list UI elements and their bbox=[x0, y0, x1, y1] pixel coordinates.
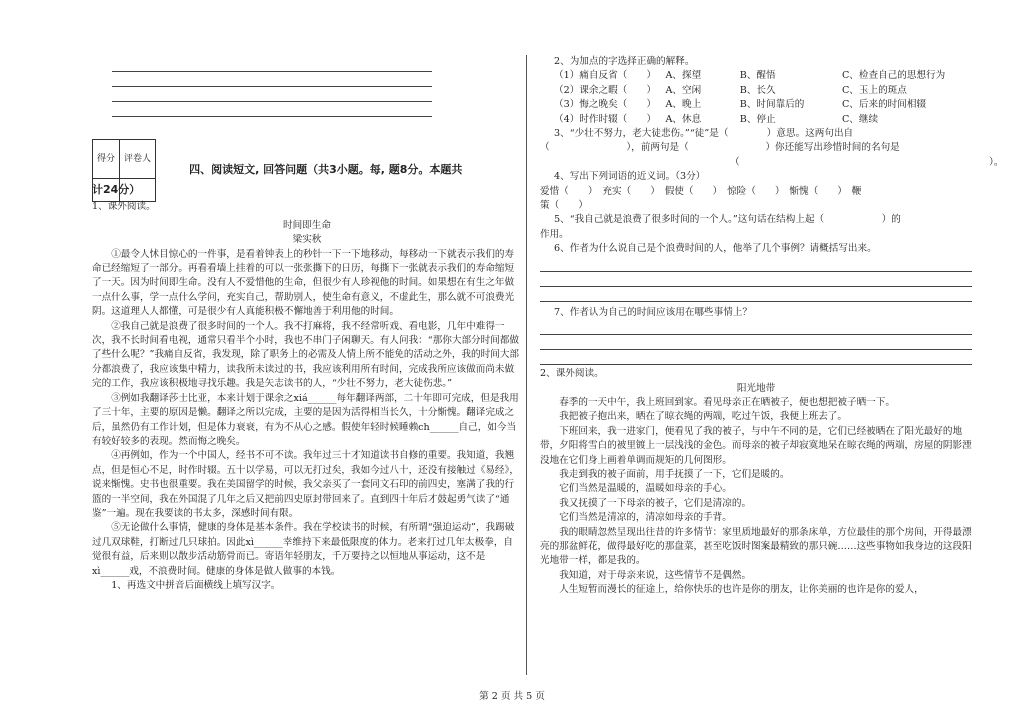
question-4b: 策（ ） bbox=[540, 200, 588, 212]
section-header bbox=[92, 139, 522, 176]
option-cell: A、探望 bbox=[665, 70, 702, 82]
paragraph-5: ⑤无论做什么事情，健康的身体是基本条件。我在学校读书的时候，有所谓“强迫运动”，我踢破过几双球鞋，打断过几只球拍。因此xì______幸维持下来最低限度的体力。老来打过几年太极拳，自觉很有益，后来则以散步活动筋骨而已。寄语年轻朋友，千万要持之以恒地从事运动，这不是xì______戏，不浪费时间。健康的身体是做人做事的本钱。 bbox=[92, 522, 515, 577]
article-title: 时间即生命 bbox=[283, 219, 331, 231]
option-cell: B、停止 bbox=[739, 113, 776, 125]
question-6: 6、作者为什么说自己是个浪费时间的人，他举了几个事例？请概括写出来。 bbox=[554, 243, 877, 255]
option-row bbox=[554, 113, 972, 127]
option-cell: C、后来的时间相辍 bbox=[841, 99, 927, 111]
article-author: 梁实秋 bbox=[292, 234, 322, 246]
section-title: 四、阅读短文, 回答问题（共3小题。每, 题8分。本题共 bbox=[189, 163, 463, 176]
answer-line[interactable] bbox=[540, 287, 972, 302]
options-table bbox=[554, 69, 972, 127]
question-4: 4、写出下列词语的近义词。（3分） bbox=[554, 171, 706, 183]
paragraph-8: 我的眼睛忽然呈现出往昔的许多情节：家里质地最好的那条床单，方位最佳的那个房间，开得最漂亮的那盆鲜花，做得最好吃的那盘菜，甚至吃饭时图案最精致的那只碗……这些事物如我身边的这段阳光地带一样，都是我的。 bbox=[540, 526, 972, 567]
paragraph-7: 它们当然是清凉的，清凉如母亲的手背。 bbox=[559, 512, 732, 524]
answer-line[interactable] bbox=[540, 335, 972, 350]
option-cell: （4）时作时辍（ ） bbox=[554, 113, 657, 125]
question-1-1: 1、再选文中拼音后面横线上填写汉字。 bbox=[111, 579, 281, 591]
option-cell: C、检查自己的思想行为 bbox=[841, 70, 946, 82]
answer-line[interactable] bbox=[540, 257, 972, 272]
option-cell: B、醒悟 bbox=[739, 70, 776, 82]
question-2: 2、为加点的字选择正确的解释。 bbox=[554, 56, 695, 67]
option-cell: C、玉上的斑点 bbox=[841, 84, 907, 96]
paragraph-2: ②我自己就是浪费了很多时间的一个人。我不打麻将，我不经常听戏、看电影，几年中难得一次，我不长时间看电视，通常只看半个小时，我也不串门子闲聊天。有人问我：“那你大部分时间都做了些什么呢？”我痛自反省，我发现，除了职务上的必需及人情上所不能免的活动之外，我的时间大部分都浪费了，我应该集中精力，读我所未读过的书，我应该利用所有时间，完成我所应该做而尚未做完的工作，我应该积极地寻找乐趣。我是矢志读书的人，“少壮不努力，老大徒伤悲。” bbox=[92, 320, 520, 390]
question-3b: （ ），前两句是（ ）你还能写出珍惜时间的名句是 bbox=[540, 142, 900, 154]
option-cell: （1）痛自反省（ ） bbox=[554, 70, 657, 82]
paragraph-10: 人生短暂而漫长的征途上，给你快乐的也许是你的朋友，让你美丽的也许是你的爱人， bbox=[559, 584, 924, 596]
column-divider bbox=[526, 55, 527, 675]
option-cell: A、晚上 bbox=[665, 99, 702, 111]
answer-line[interactable] bbox=[540, 320, 972, 335]
paragraph-5: 它们当然是温暖的，温暖如母亲的手心。 bbox=[559, 483, 732, 495]
question-7: 7、作者认为自己的时间应该用在哪些事情上？ bbox=[554, 306, 752, 318]
question-1-label: 1、课外阅读。 bbox=[92, 201, 156, 213]
option-cell: A、休息 bbox=[665, 113, 702, 125]
answer-line bbox=[112, 74, 432, 87]
question-3a: 3、“少壮不努力，老大徒悲伤。”“徒”是（ ）意思。这两句出自 bbox=[554, 128, 854, 140]
question-5a: 5、“我自己就是浪费了很多时间的一个人。”这句话在结构上起（ ）的 bbox=[554, 214, 901, 226]
question-2-reading-label: 2、课外阅读。 bbox=[540, 368, 604, 380]
option-cell: A、空闲 bbox=[665, 84, 702, 96]
option-cell: C、继续 bbox=[841, 113, 879, 125]
left-column bbox=[92, 55, 522, 593]
page-footer: 第 2 页 共 5 页 bbox=[479, 691, 545, 702]
paragraph-6: 我又抚摸了一下母亲的被子，它们是清凉的。 bbox=[559, 497, 752, 509]
paragraph-1: 春季的一天中午，我上班回到家。看见母亲正在晒被子，便也想把被子晒一下。 bbox=[559, 396, 895, 408]
paragraph-9: 我知道，对于母亲来说，这些情节不是偶然。 bbox=[559, 569, 752, 581]
option-row bbox=[554, 98, 972, 112]
option-cell: （3）悔之晚矣（ ） bbox=[554, 99, 657, 111]
question-4a: 爱惜（ ） 充实（ ） 假使（ ） 惊险（ ） 惭愧（ ） 鞭 bbox=[540, 185, 862, 197]
option-cell: B、时间靠后的 bbox=[739, 99, 805, 111]
paragraph-1: ①最令人怵目惊心的一件事，是看着钟表上的秒针一下一下地移动，每移动一下就表示我们的寿命已经缩短了一部分。再看看墙上挂着的可以一张张撕下的日历，每撕下一张就表示我们的寿命缩短了一天。因为时间即生命。没有人不爱惜他的生命，但很少有人珍视他的时间。如果想在有生之年做一点什么事，学一点什么学问，充实自己，帮助别人，使生命有意义，不虚此生，那么就不可浪费光阴。这道理人人都懂，可是很少有人真能积极不懈地善于利用他的时间。 bbox=[92, 248, 515, 318]
paragraph-3: ③例如我翻译莎士比亚，本来计划于课余之xiá______每年翻译两部，二十年即可完成，但是我用了三十年，主要的原因是懒。翻译之所以完成，主要的是因为活得相当长久，十分惭愧。翻译完成之后，虽然仍有工作计划，但是体力衰衰，有为不从心之感。假使年轻时候睡赖ch______自己，如今当有较好较多的表现。然而悔之晚矣。 bbox=[92, 392, 519, 447]
paragraph-3: 下班回来，我一进家门，便看见了我的被子，与中午不同的是，它们已经被晒在了阳光最好的地带，夕阳将雪白的被里镀上一层浅浅的金色。而母亲的被子却寂寞地呆在晾衣绳的两端，房屋的阴影湮没地在它们身上画着单调而规矩的几何图形。 bbox=[540, 425, 972, 466]
option-cell: （2）课余之暇（ ） bbox=[554, 84, 657, 96]
paragraph-2: 我把被子抱出来，晒在了晾衣绳的两端，吃过午饭，我便上班去了。 bbox=[559, 411, 847, 423]
section-title-continued: 计24分） bbox=[92, 183, 141, 196]
option-row bbox=[554, 84, 972, 98]
article-title: 阳光地带 bbox=[736, 382, 776, 394]
answer-line[interactable] bbox=[540, 272, 972, 287]
paragraph-4: ④再例如，作为一个中国人，经书不可不读。我年过三十才知道读书自修的重要。我知道，我翘点，但是恒心不足，时作时辍。五十以学易，可以无打过矣，我如今过八十，还没有接触过《易经》，说来惭愧。史书也很重要。我在美国留学的时候，我父亲买了一套同文石印的前四史，塞满了我的行篮的一半空间，我在外国混了几年之后又把前四史原封带回来了。直到四十年后才鼓起勇气读了“通鉴”一遍。现在我要读的书太多，深感时间有限。 bbox=[92, 450, 519, 519]
option-cell: B、长久 bbox=[739, 84, 776, 96]
question-5b: 作用。 bbox=[540, 228, 569, 240]
answer-line bbox=[112, 59, 432, 72]
option-row bbox=[554, 69, 972, 83]
paragraph-4: 我走到我的被子面前，用手抚摸了一下，它们是暖的。 bbox=[559, 468, 790, 480]
right-column bbox=[540, 55, 1004, 598]
grader-label: 评卷人 bbox=[120, 140, 156, 179]
answer-line bbox=[112, 89, 432, 102]
question-3c: （ ）。 bbox=[730, 156, 1004, 168]
answer-line[interactable] bbox=[540, 350, 972, 365]
answer-line bbox=[112, 104, 432, 117]
score-label: 得分 bbox=[93, 140, 120, 179]
